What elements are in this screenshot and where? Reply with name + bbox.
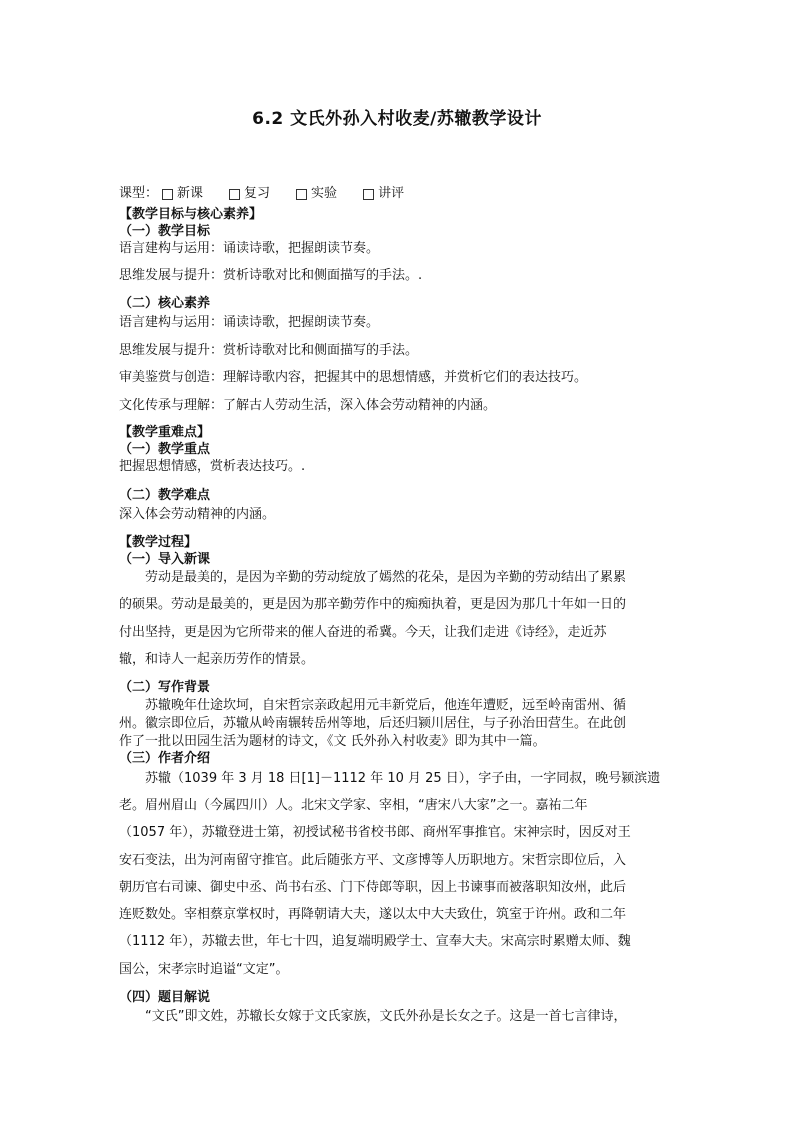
checkbox-icon[interactable] xyxy=(296,189,307,200)
paragraph-line: 州。徽宗即位后，苏辙从岭南辗转岳州等地，后还归颍川居住，与子孙治田营生。在此创 xyxy=(119,716,627,731)
paragraph: 语言建构与运用：诵读诗歌，把握朗读节奏。 xyxy=(119,315,380,330)
paragraph-line: 的硕果。劳动是最美的，更是因为那辛勤劳作中的痴痴执着，更是因为那几十年如一日的 xyxy=(119,597,627,612)
course-type-label: 课型： xyxy=(119,186,159,201)
subheading: （一）教学目标 xyxy=(119,224,211,239)
paragraph: 审美鉴赏与创造：理解诗歌内容，把握其中的思想情感，并赏析它们的表达技巧。 xyxy=(119,370,588,385)
course-type-row xyxy=(119,186,679,202)
paragraph-line: 辙，和诗人一起亲历劳作的情景。 xyxy=(119,652,315,667)
paragraph: 深入体会劳动精神的内涵。 xyxy=(119,507,276,522)
section-heading: 【教学过程】 xyxy=(119,535,198,550)
paragraph: 文化传承与理解：了解古人劳动生活，深入体会劳动精神的内涵。 xyxy=(119,398,497,413)
paragraph-line: 安石变法，出为河南留守推官。此后随张方平、文彦博等人历职地方。宋哲宗即位后，入 xyxy=(119,853,627,868)
option-lecture[interactable]: 讲评 xyxy=(359,186,404,202)
subheading: （四）题目解说 xyxy=(119,990,211,1005)
paragraph-line: 朝历官右司谏、御史中丞、尚书右丞、门下侍郎等职，因上书谏事而被落职知汝州，此后 xyxy=(119,880,627,895)
paragraph-line: 作了一批以田园生活为题材的诗文，《文 氏外孙入村收麦》即为其中一篇。 xyxy=(119,734,546,749)
paragraph: 思维发展与提升：赏析诗歌对比和侧面描写的手法。 xyxy=(119,343,419,358)
page-title: 6.2 文氏外孙入村收麦/苏辙教学设计 xyxy=(252,109,542,129)
subheading: （二）教学难点 xyxy=(119,488,211,503)
checkbox-icon[interactable] xyxy=(162,189,173,200)
paragraph-line: 老。眉州眉山（今属四川）人。北宋文学家、宰相，“唐宋八大家”之一。嘉祐二年 xyxy=(119,798,588,813)
paragraph-line: 劳动是最美的，是因为辛勤的劳动绽放了嫣然的花朵，是因为辛勤的劳动结出了累累 xyxy=(145,570,627,585)
section-heading: 【教学重难点】 xyxy=(119,425,211,440)
option-experiment[interactable]: 实验 xyxy=(292,186,337,202)
paragraph: 把握思想情感，赏析表达技巧。. xyxy=(119,459,306,474)
checkbox-icon[interactable] xyxy=(229,189,240,200)
subheading: （二）核心素养 xyxy=(119,296,211,311)
paragraph-line: 连贬数处。宰相蔡京掌权时，再降朝请大夫，遂以太中大夫致仕，筑室于许州。政和二年 xyxy=(119,907,627,922)
paragraph-line: 国公，宋孝宗时追谥“文定”。 xyxy=(119,962,289,977)
option-new-lesson[interactable]: 新课 xyxy=(158,186,203,202)
paragraph: 思维发展与提升：赏析诗歌对比和侧面描写的手法。. xyxy=(119,268,423,283)
paragraph: 语言建构与运用：诵读诗歌，把握朗读节奏。 xyxy=(119,241,380,256)
checkbox-icon[interactable] xyxy=(363,189,374,200)
subheading: （一）教学重点 xyxy=(119,442,211,457)
subheading: （三）作者介绍 xyxy=(119,751,211,766)
paragraph-line: （1057 年），苏辙登进士第，初授试秘书省校书郎、商州军事推官。宋神宗时，因反对王 xyxy=(119,825,631,840)
paragraph-line: 苏辙晚年仕途坎坷，自宋哲宗亲政起用元丰新党后，他连年遭贬，远至岭南雷州、循 xyxy=(145,698,627,713)
subheading: （二）写作背景 xyxy=(119,680,211,695)
section-heading: 【教学目标与核心素养】 xyxy=(119,207,263,222)
paragraph-line: 付出坚持，更是因为它所带来的催人奋进的希冀。今天，让我们走进《诗经》，走近苏 xyxy=(119,625,607,640)
paragraph-line: （1112 年），苏辙去世，年七十四，追复端明殿学士、宣奉大夫。宋高宗时累赠太师、魏 xyxy=(119,934,631,949)
paragraph-line: “文氏”即文姓，苏辙长女嫁于文氏家族，文氏外孙是长女之子。这是一首七言律诗， xyxy=(145,1009,627,1024)
paragraph-line: 苏辙（1039 年 3 月 18 日[1]－1112 年 10 月 25 日），字子由，一字同叔，晚号颍滨遗 xyxy=(145,771,661,786)
subheading: （一）导入新课 xyxy=(119,552,211,567)
option-review[interactable]: 复习 xyxy=(225,186,270,202)
